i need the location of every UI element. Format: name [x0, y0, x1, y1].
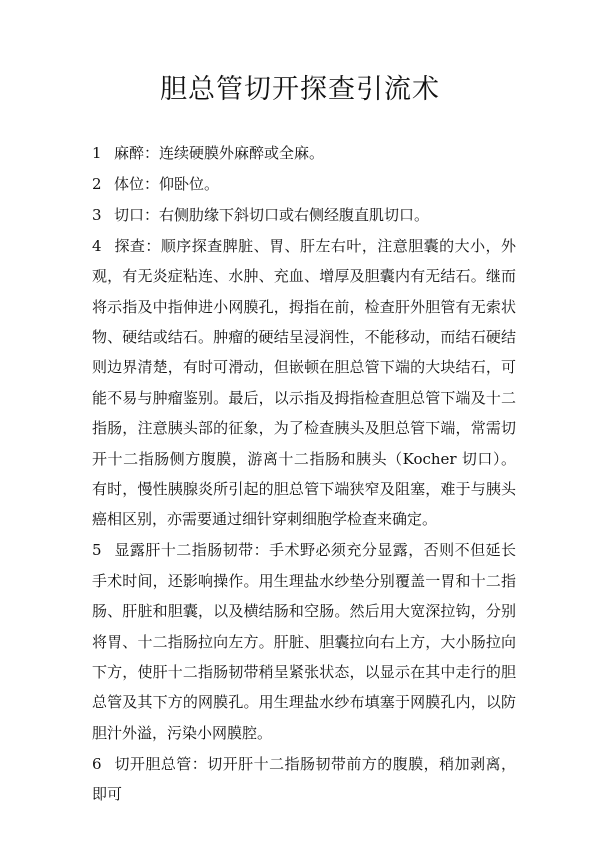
section-paragraph [92, 200, 516, 230]
document-title: 胆总管切开探查引流术 [160, 74, 440, 105]
section-number: 6 [92, 754, 102, 773]
section-number: 4 [92, 236, 102, 255]
section-text: 体位：仰卧位。 [114, 174, 220, 193]
section-text: 切开胆总管：切开肝十二指肠韧带前方的腹膜，稍加剥离，即可 [92, 754, 516, 804]
section-paragraph [92, 749, 516, 810]
section-paragraph [92, 169, 516, 199]
section-paragraph [92, 138, 516, 168]
section-text: 切口：右侧肋缘下斜切口或右侧经腹直肌切口。 [114, 205, 430, 224]
section-number: 2 [92, 174, 102, 193]
section-number: 3 [92, 205, 102, 224]
section-number: 1 [92, 144, 102, 162]
section-number: 5 [92, 541, 102, 560]
document-body [92, 138, 516, 809]
section-paragraph [92, 535, 516, 748]
section-text: 麻醉：连续硬膜外麻醉或全麻。 [114, 144, 325, 162]
section-text: 显露肝十二指肠韧带：手术野必须充分显露，否则不但延长手术时间，还影响操作。用生理盐水纱垫分别覆盖一胃和十二指肠、肝脏和胆囊，以及横结肠和空肠。然后用大宽深拉钩，分别将胃、十二指肠拉向左方。肝脏、胆囊拉向右上方，大小肠拉向下方，使肝十二指肠韧带稍呈紧张状态，以显示在其中走行的胆总管及其下方的网膜孔。用生理盐水纱布填塞于网膜孔内，以防胆汁外溢，污染小网膜腔。 [92, 541, 516, 742]
section-paragraph [92, 231, 516, 535]
section-text: 探查：顺序探查脾脏、胃、肝左右叶，注意胆囊的大小，外观，有无炎症粘连、水肿、充血、增厚及胆囊内有无结石。继而将示指及中指伸进小网膜孔，拇指在前，检查肝外胆管有无索状物、硬结或结石。肿瘤的硬结呈浸润性，不能移动，而结石硬结则边界清楚，有时可滑动，但嵌顿在胆总管下端的大块结石，可能不易与肿瘤鉴别。最后，以示指及拇指检查胆总管下端及十二指肠，注意胰头部的征象，为了检查胰头及胆总管下端，常需切开十二指肠侧方腹膜，游离十二指肠和胰头（Kocher 切口）。有时，慢性胰腺炎所引起的胆总管下端狭窄及阻塞，难于与胰头癌相区别，亦需要通过细针穿刺细胞学检查来确定。 [92, 236, 516, 529]
